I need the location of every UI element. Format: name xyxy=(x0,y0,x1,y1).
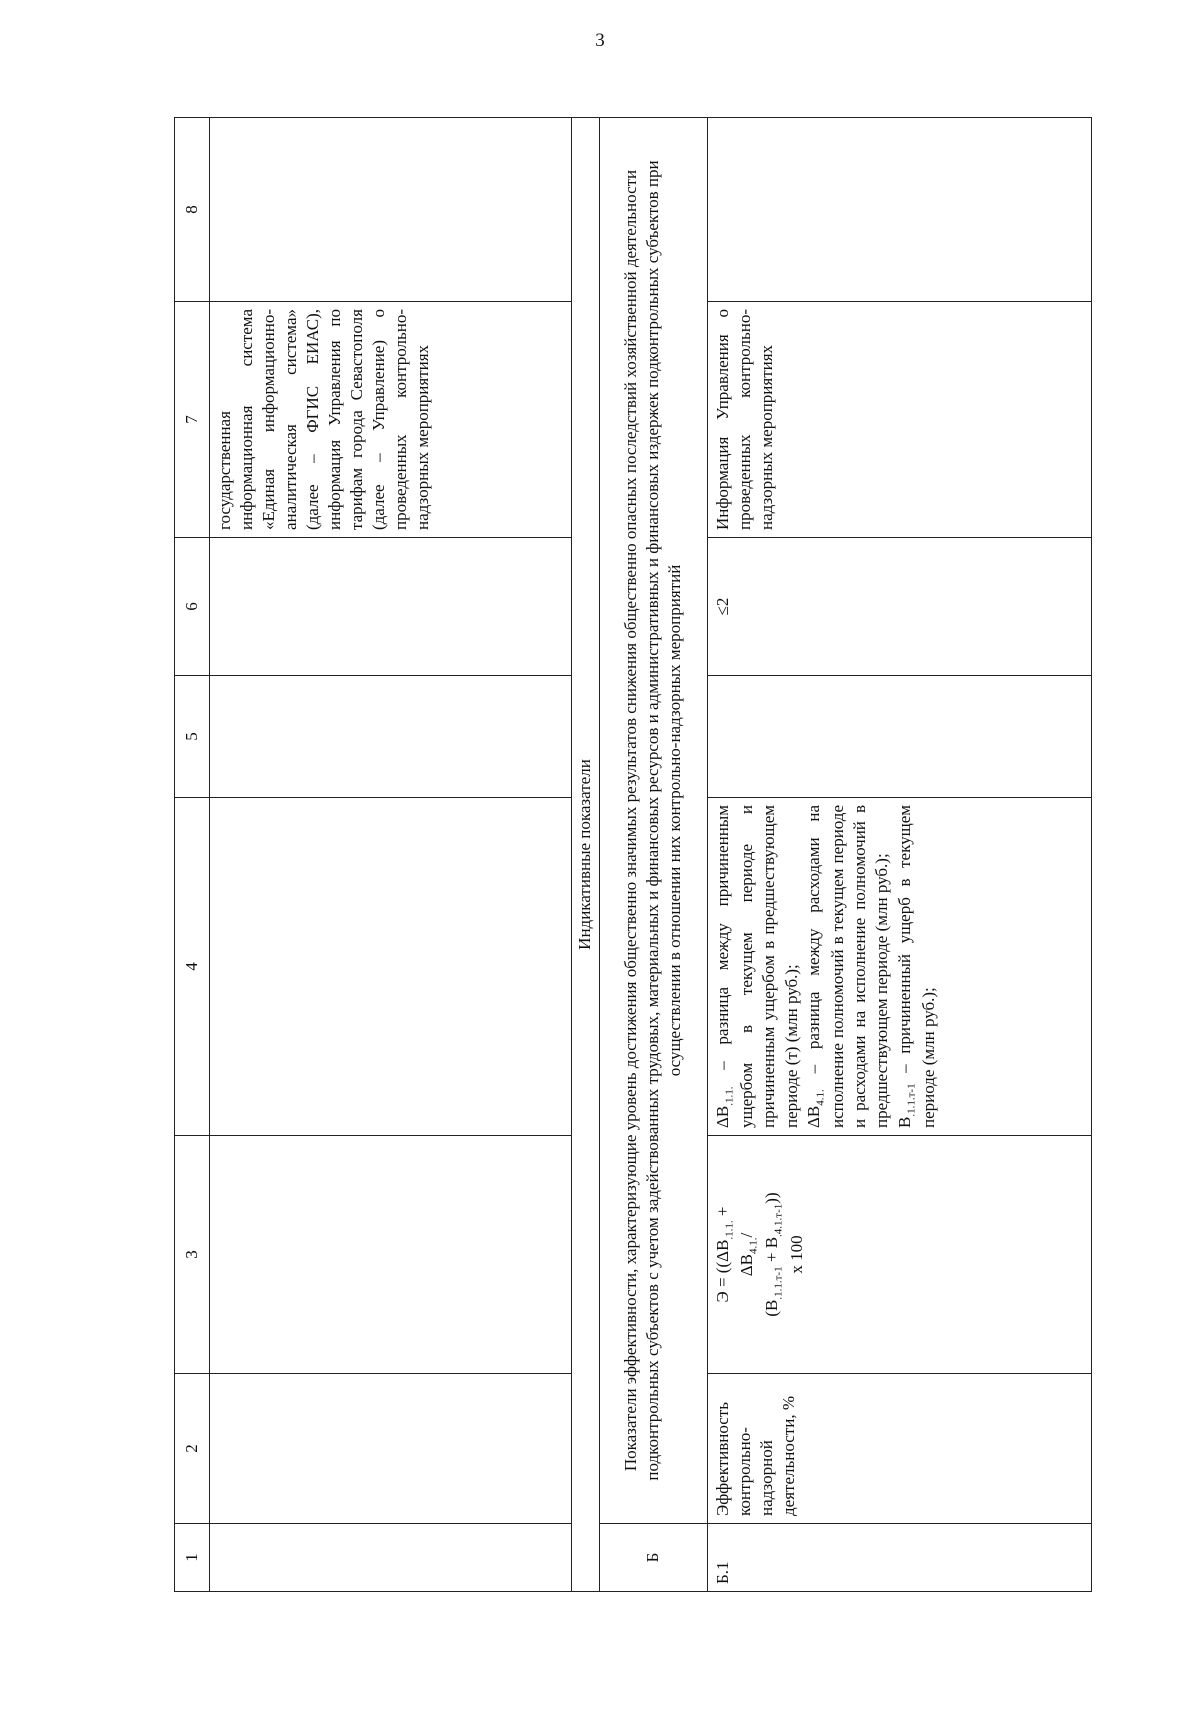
indicator-row xyxy=(707,118,1091,1592)
section-title-row xyxy=(571,118,599,1592)
column-number: 8 xyxy=(175,118,210,302)
column-number: 7 xyxy=(175,302,210,538)
table-header-row xyxy=(175,118,210,1592)
formula-line: х 100 xyxy=(786,1235,806,1274)
table-cell xyxy=(707,676,1091,798)
indicator-formula xyxy=(707,1136,1091,1374)
column-number: 1 xyxy=(175,1524,210,1592)
table-cell xyxy=(209,118,571,302)
formula-line: $\Delta В_{4.1.}/$ xyxy=(737,1232,760,1277)
section-title: Индикативные показатели xyxy=(571,118,599,1592)
section-b-row xyxy=(599,118,707,1592)
rotated-table-frame xyxy=(174,118,1200,1584)
legend-item: $\Delta В_{.1.1.}$ – разница между причиненным ущербом в текущем периоде и причиненным ущербом в предшествующем периоде (т) (млн руб.); xyxy=(712,805,801,1128)
data-source-cell: Информация Управления о проведенных контрольно-надзорных мероприятиях xyxy=(707,302,1091,538)
indicators-table xyxy=(174,117,1092,1592)
legend-item: $\Delta В_{4.1.}$ – разница между расходами на исполнение полномочий в текущем периоде и расходами на исполнение полномочий в предшествующем периоде (млн руб.); xyxy=(803,805,892,1128)
formula-legend xyxy=(707,798,1091,1136)
table-cell xyxy=(209,676,571,798)
indicator-code: Б.1 xyxy=(707,1524,1091,1592)
data-source-cell: государственная информационная система «Единая информационно-аналитическая система» (далее – ФГИС ЕИАС), информация Управления по тарифам города Севастополя (далее – Управление) о проведенных контрольно-надзорных мероприятиях xyxy=(209,302,571,538)
table-cell xyxy=(209,798,571,1136)
column-number: 2 xyxy=(175,1374,210,1524)
column-number: 6 xyxy=(175,538,210,676)
target-value: ≤2 xyxy=(707,538,1091,676)
formula-line: $(В_{.1.1.т-1} + В_{.4.1.т-1})$) xyxy=(762,1192,785,1317)
rotated-table-container xyxy=(174,118,1092,1592)
formula-line: $Э = ((\Delta В_{.1.1.}$ + xyxy=(712,1206,736,1303)
section-description: Показатели эффективности, характеризующие уровень достижения общественно значимых результатов снижения общественно опасных последствий хозяйственной деятельности подконтрольных субъектов с учетом задействованных трудовых, материальных и финансовых ресурсов и административных и финансовых издержек подконтрольных субъектов при осуществлении в отношении них контрольно-надзорных мероприятий xyxy=(599,118,707,1524)
column-number: 5 xyxy=(175,676,210,798)
legend-item: $В_{.1.1.т-1}$ – причиненный ущерб в текущем периоде (млн руб.); xyxy=(894,805,939,1128)
section-code: Б xyxy=(599,1524,707,1592)
column-number: 4 xyxy=(175,798,210,1136)
table-cell xyxy=(707,118,1091,302)
table-cell xyxy=(209,1524,571,1592)
column-number: 3 xyxy=(175,1136,210,1374)
table-row xyxy=(209,118,571,1592)
page-number: 3 xyxy=(595,30,605,51)
indicator-name: Эффективность контрольно-надзорной деятельности, % xyxy=(707,1374,1091,1524)
table-cell xyxy=(209,1136,571,1374)
table-cell xyxy=(209,538,571,676)
table-cell xyxy=(209,1374,571,1524)
